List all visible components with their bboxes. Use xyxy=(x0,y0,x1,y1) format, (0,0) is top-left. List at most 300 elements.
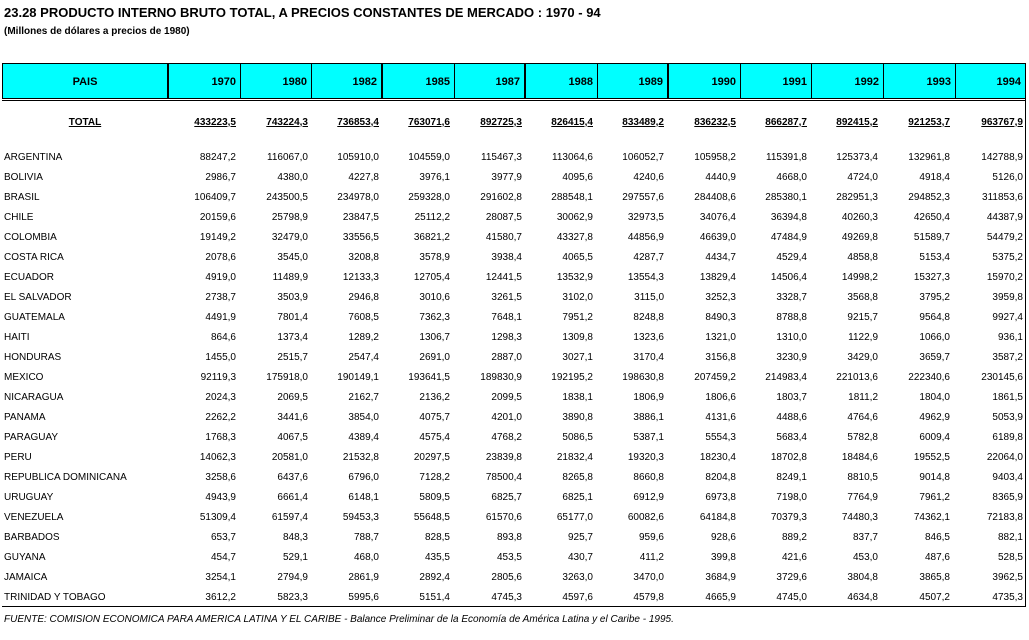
value-cell: 9927,4 xyxy=(992,312,1023,323)
value-cell: 3659,7 xyxy=(919,352,950,363)
table-row xyxy=(0,188,1029,208)
value-cell: 2691,0 xyxy=(419,352,450,363)
value-cell: 4919,0 xyxy=(205,272,236,283)
value-cell: 3230,9 xyxy=(776,352,807,363)
value-cell: 8249,1 xyxy=(776,472,807,483)
country-name: PERU xyxy=(4,452,32,463)
country-name: HONDURAS xyxy=(4,352,62,363)
country-name: COLOMBIA xyxy=(4,232,57,243)
value-cell: 828,5 xyxy=(424,532,450,543)
value-cell: 866287,7 xyxy=(765,117,807,128)
value-cell: 743224,3 xyxy=(266,117,308,128)
value-cell: 193641,5 xyxy=(408,372,450,383)
value-cell: 468,0 xyxy=(353,552,379,563)
value-cell: 115391,8 xyxy=(766,152,807,163)
value-cell: 291602,8 xyxy=(480,192,522,203)
table-row xyxy=(0,328,1029,348)
header-year-1980: 1980 xyxy=(241,64,312,98)
table-row xyxy=(0,588,1029,608)
value-cell: 20159,6 xyxy=(199,212,236,223)
value-cell: 8490,3 xyxy=(705,312,736,323)
country-name: NICARAGUA xyxy=(4,392,64,403)
value-cell: 836232,5 xyxy=(694,117,736,128)
value-cell: 892725,3 xyxy=(480,117,522,128)
value-cell: 4634,8 xyxy=(847,592,878,603)
value-cell: 1806,9 xyxy=(633,392,664,403)
value-cell: 5995,6 xyxy=(348,592,379,603)
value-cell: 4389,4 xyxy=(348,432,379,443)
table-row xyxy=(0,488,1029,508)
table-header xyxy=(2,63,1026,99)
value-cell: 1289,2 xyxy=(348,332,379,343)
value-cell: 1804,0 xyxy=(919,392,950,403)
value-cell: 4287,7 xyxy=(633,252,664,263)
value-cell: 61597,4 xyxy=(271,512,308,523)
value-cell: 5153,4 xyxy=(919,252,950,263)
value-cell: 25112,2 xyxy=(414,212,450,223)
value-cell: 1373,4 xyxy=(277,332,308,343)
value-cell: 4575,4 xyxy=(419,432,450,443)
value-cell: 837,7 xyxy=(852,532,878,543)
value-cell: 2738,7 xyxy=(205,292,236,303)
header-year-1990: 1990 xyxy=(669,64,741,98)
value-cell: 7608,5 xyxy=(348,312,379,323)
value-cell: 4131,6 xyxy=(705,412,736,423)
value-cell: 297557,6 xyxy=(622,192,664,203)
value-cell: 230145,6 xyxy=(981,372,1023,383)
header-pais: PAIS xyxy=(3,64,169,98)
country-name: TRINIDAD Y TOBAGO xyxy=(4,592,106,603)
value-cell: 2887,0 xyxy=(491,352,522,363)
value-cell: 963767,9 xyxy=(981,117,1023,128)
value-cell: 192195,2 xyxy=(551,372,593,383)
value-cell: 4745,3 xyxy=(491,592,522,603)
value-cell: 34076,4 xyxy=(699,212,736,223)
value-cell: 19552,5 xyxy=(913,452,950,463)
table-row xyxy=(0,428,1029,448)
value-cell: 3976,1 xyxy=(419,172,450,183)
value-cell: 889,2 xyxy=(781,532,807,543)
value-cell: 3254,1 xyxy=(205,572,236,583)
value-cell: 105910,0 xyxy=(337,152,379,163)
value-cell: 51309,4 xyxy=(199,512,236,523)
value-cell: 6009,4 xyxy=(919,432,950,443)
value-cell: 14998,2 xyxy=(841,272,878,283)
country-name: CHILE xyxy=(4,212,34,223)
source-footnote: FUENTE: COMISION ECONOMICA PARA AMERICA LATINA Y EL CARIBE - Balance Preliminar de la Economía de América Latina y el Caribe - 1995. xyxy=(4,614,674,625)
value-cell: 20581,0 xyxy=(271,452,308,463)
value-cell: 70379,3 xyxy=(770,512,807,523)
value-cell: 234978,0 xyxy=(337,192,379,203)
value-cell: 49269,8 xyxy=(841,232,878,243)
value-cell: 88247,2 xyxy=(199,152,236,163)
value-cell: 833489,2 xyxy=(622,117,664,128)
value-cell: 4597,6 xyxy=(562,592,593,603)
value-cell: 243500,5 xyxy=(266,192,308,203)
value-cell: 7801,4 xyxy=(277,312,308,323)
value-cell: 33556,5 xyxy=(342,232,379,243)
value-cell: 47484,9 xyxy=(770,232,807,243)
value-cell: 864,6 xyxy=(210,332,236,343)
value-cell: 892415,2 xyxy=(836,117,878,128)
value-cell: 6825,1 xyxy=(562,492,593,503)
value-cell: 2515,7 xyxy=(277,352,308,363)
value-cell: 846,5 xyxy=(924,532,950,543)
value-cell: 2078,6 xyxy=(205,252,236,263)
value-cell: 285380,1 xyxy=(765,192,807,203)
value-cell: 4240,6 xyxy=(633,172,664,183)
value-cell: 6148,1 xyxy=(348,492,379,503)
value-cell: 4507,2 xyxy=(919,592,950,603)
value-cell: 207459,2 xyxy=(694,372,736,383)
value-cell: 259328,0 xyxy=(408,192,450,203)
value-cell: 23847,5 xyxy=(342,212,379,223)
value-cell: 6825,7 xyxy=(491,492,522,503)
value-cell: 4668,0 xyxy=(776,172,807,183)
value-cell: 54479,2 xyxy=(986,232,1023,243)
value-cell: 1768,3 xyxy=(205,432,236,443)
value-cell: 4579,8 xyxy=(633,592,664,603)
value-cell: 1861,5 xyxy=(992,392,1023,403)
value-cell: 2794,9 xyxy=(277,572,308,583)
value-cell: 19320,3 xyxy=(627,452,664,463)
value-cell: 2099,5 xyxy=(491,392,522,403)
total-row xyxy=(0,113,1029,133)
header-year-1987: 1987 xyxy=(455,64,526,98)
value-cell: 4745,0 xyxy=(776,592,807,603)
table-row xyxy=(0,388,1029,408)
value-cell: 3208,8 xyxy=(348,252,379,263)
value-cell: 2547,4 xyxy=(348,352,379,363)
table-row xyxy=(0,288,1029,308)
value-cell: 44387,9 xyxy=(986,212,1023,223)
value-cell: 421,6 xyxy=(781,552,807,563)
value-cell: 8265,8 xyxy=(562,472,593,483)
value-cell: 2946,8 xyxy=(348,292,379,303)
value-cell: 214983,4 xyxy=(765,372,807,383)
country-name: VENEZUELA xyxy=(4,512,64,523)
value-cell: 3261,5 xyxy=(491,292,522,303)
value-cell: 4491,9 xyxy=(205,312,236,323)
value-cell: 32973,5 xyxy=(627,212,664,223)
value-cell: 115467,3 xyxy=(481,152,522,163)
value-cell: 453,0 xyxy=(852,552,878,563)
value-cell: 3962,5 xyxy=(992,572,1023,583)
table-row xyxy=(0,248,1029,268)
value-cell: 5086,5 xyxy=(562,432,593,443)
value-cell: 435,5 xyxy=(424,552,450,563)
value-cell: 6661,4 xyxy=(277,492,308,503)
value-cell: 4943,9 xyxy=(205,492,236,503)
value-cell: 4065,5 xyxy=(562,252,593,263)
value-cell: 1803,7 xyxy=(776,392,807,403)
value-cell: 2024,3 xyxy=(205,392,236,403)
value-cell: 5151,4 xyxy=(419,592,450,603)
value-cell: 42650,4 xyxy=(913,212,950,223)
value-cell: 3156,8 xyxy=(705,352,736,363)
value-cell: 105958,2 xyxy=(694,152,736,163)
value-cell: 106409,7 xyxy=(194,192,236,203)
value-cell: 936,1 xyxy=(997,332,1023,343)
value-cell: 487,6 xyxy=(924,552,950,563)
value-cell: 3795,2 xyxy=(919,292,950,303)
value-cell: 5053,9 xyxy=(992,412,1023,423)
value-cell: 3959,8 xyxy=(992,292,1023,303)
value-cell: 529,1 xyxy=(282,552,308,563)
country-name: EL SALVADOR xyxy=(4,292,72,303)
value-cell: 4724,0 xyxy=(847,172,878,183)
value-cell: 959,6 xyxy=(638,532,664,543)
page-subtitle: (Millones de dólares a precios de 1980) xyxy=(4,26,190,37)
value-cell: 15970,2 xyxy=(986,272,1023,283)
value-cell: 848,3 xyxy=(282,532,308,543)
value-cell: 9215,7 xyxy=(847,312,878,323)
country-name: PARAGUAY xyxy=(4,432,59,443)
value-cell: 113064,6 xyxy=(552,152,593,163)
value-cell: 15327,3 xyxy=(913,272,950,283)
value-cell: 4962,9 xyxy=(919,412,950,423)
value-cell: 653,7 xyxy=(210,532,236,543)
value-cell: 3441,6 xyxy=(277,412,308,423)
value-cell: 1310,0 xyxy=(776,332,807,343)
value-cell: 3568,8 xyxy=(847,292,878,303)
value-cell: 22064,0 xyxy=(986,452,1023,463)
value-cell: 433223,5 xyxy=(194,117,236,128)
header-year-1991: 1991 xyxy=(741,64,812,98)
value-cell: 3027,1 xyxy=(562,352,593,363)
value-cell: 2805,6 xyxy=(491,572,522,583)
value-cell: 3684,9 xyxy=(705,572,736,583)
value-cell: 399,8 xyxy=(710,552,736,563)
value-cell: 4227,8 xyxy=(348,172,379,183)
value-cell: 2136,2 xyxy=(419,392,450,403)
value-cell: 7128,2 xyxy=(419,472,450,483)
table-row xyxy=(0,348,1029,368)
value-cell: 18230,4 xyxy=(699,452,736,463)
header-year-1985: 1985 xyxy=(383,64,455,98)
value-cell: 222340,6 xyxy=(908,372,950,383)
value-cell: 430,7 xyxy=(567,552,593,563)
value-cell: 4095,6 xyxy=(562,172,593,183)
value-cell: 106052,7 xyxy=(622,152,664,163)
value-cell: 72183,8 xyxy=(986,512,1023,523)
value-cell: 36394,8 xyxy=(770,212,807,223)
value-cell: 311853,6 xyxy=(982,192,1023,203)
value-cell: 284408,6 xyxy=(694,192,736,203)
value-cell: 9564,8 xyxy=(919,312,950,323)
value-cell: 132961,8 xyxy=(908,152,950,163)
value-cell: 8365,9 xyxy=(992,492,1023,503)
value-cell: 5683,4 xyxy=(776,432,807,443)
table-row xyxy=(0,148,1029,168)
value-cell: 528,5 xyxy=(997,552,1023,563)
value-cell: 28087,5 xyxy=(485,212,522,223)
table-row xyxy=(0,448,1029,468)
value-cell: 882,1 xyxy=(997,532,1023,543)
value-cell: 4201,0 xyxy=(491,412,522,423)
header-year-1970: 1970 xyxy=(169,64,241,98)
country-name: PANAMA xyxy=(4,412,46,423)
value-cell: 4440,9 xyxy=(705,172,736,183)
value-cell: 7198,0 xyxy=(776,492,807,503)
value-cell: 411,2 xyxy=(639,552,664,563)
value-cell: 23839,8 xyxy=(485,452,522,463)
value-cell: 3170,4 xyxy=(633,352,664,363)
value-cell: 4858,8 xyxy=(847,252,878,263)
value-cell: 5375,2 xyxy=(992,252,1023,263)
value-cell: 2986,7 xyxy=(205,172,236,183)
value-cell: 1122,9 xyxy=(848,332,878,343)
value-cell: 1838,1 xyxy=(562,392,593,403)
value-cell: 9403,4 xyxy=(992,472,1023,483)
value-cell: 4380,0 xyxy=(277,172,308,183)
value-cell: 1811,2 xyxy=(848,392,878,403)
value-cell: 3545,0 xyxy=(277,252,308,263)
value-cell: 1323,6 xyxy=(633,332,664,343)
value-cell: 3612,2 xyxy=(205,592,236,603)
value-cell: 3977,9 xyxy=(491,172,522,183)
country-name: URUGUAY xyxy=(4,492,54,503)
value-cell: 2262,2 xyxy=(205,412,236,423)
value-cell: 13554,3 xyxy=(627,272,664,283)
value-cell: 14506,4 xyxy=(770,272,807,283)
value-cell: 4768,2 xyxy=(491,432,522,443)
value-cell: 3938,4 xyxy=(491,252,522,263)
table-row xyxy=(0,408,1029,428)
value-cell: 12133,3 xyxy=(342,272,379,283)
table-row xyxy=(0,548,1029,568)
value-cell: 5809,5 xyxy=(419,492,450,503)
value-cell: 3328,7 xyxy=(776,292,807,303)
value-cell: 4918,4 xyxy=(919,172,950,183)
header-year-1988: 1988 xyxy=(526,64,598,98)
value-cell: 3263,0 xyxy=(562,572,593,583)
country-name: ARGENTINA xyxy=(4,152,63,163)
table-row xyxy=(0,268,1029,288)
country-name: MEXICO xyxy=(4,372,44,383)
value-cell: 4529,4 xyxy=(776,252,807,263)
value-cell: 7961,2 xyxy=(919,492,950,503)
value-cell: 3854,0 xyxy=(348,412,379,423)
value-cell: 19149,2 xyxy=(199,232,236,243)
value-cell: 6437,6 xyxy=(277,472,308,483)
value-cell: 4735,3 xyxy=(992,592,1023,603)
country-name: TOTAL xyxy=(68,117,102,128)
header-year-1992: 1992 xyxy=(812,64,884,98)
value-cell: 3470,0 xyxy=(633,572,664,583)
value-cell: 3252,3 xyxy=(705,292,736,303)
value-cell: 55648,5 xyxy=(413,512,450,523)
value-cell: 453,5 xyxy=(496,552,522,563)
value-cell: 21532,8 xyxy=(342,452,379,463)
value-cell: 13829,4 xyxy=(699,272,736,283)
value-cell: 46639,0 xyxy=(699,232,736,243)
value-cell: 11489,9 xyxy=(272,272,308,283)
header-year-1994: 1994 xyxy=(996,76,1021,88)
table-row xyxy=(0,568,1029,588)
header-year-1982: 1982 xyxy=(312,64,383,98)
value-cell: 142788,9 xyxy=(981,152,1023,163)
value-cell: 4434,7 xyxy=(705,252,736,263)
value-cell: 454,7 xyxy=(210,552,236,563)
value-cell: 4488,6 xyxy=(776,412,807,423)
value-cell: 288548,1 xyxy=(551,192,593,203)
value-cell: 893,8 xyxy=(496,532,522,543)
value-cell: 3587,2 xyxy=(992,352,1023,363)
value-cell: 294852,3 xyxy=(908,192,950,203)
value-cell: 9014,8 xyxy=(919,472,950,483)
value-cell: 221013,6 xyxy=(836,372,878,383)
value-cell: 6189,8 xyxy=(992,432,1023,443)
value-cell: 60082,6 xyxy=(627,512,664,523)
value-cell: 41580,7 xyxy=(485,232,522,243)
value-cell: 1321,0 xyxy=(705,332,736,343)
value-cell: 190149,1 xyxy=(337,372,379,383)
value-cell: 8204,8 xyxy=(705,472,736,483)
value-cell: 763071,6 xyxy=(408,117,450,128)
value-cell: 2892,4 xyxy=(419,572,450,583)
country-name: ECUADOR xyxy=(4,272,55,283)
value-cell: 14062,3 xyxy=(199,452,236,463)
value-cell: 5126,0 xyxy=(992,172,1023,183)
value-cell: 2861,9 xyxy=(348,572,379,583)
value-cell: 1455,0 xyxy=(205,352,236,363)
value-cell: 8810,5 xyxy=(847,472,878,483)
table-row xyxy=(0,168,1029,188)
value-cell: 65177,0 xyxy=(556,512,593,523)
value-cell: 3578,9 xyxy=(419,252,450,263)
table-row xyxy=(0,308,1029,328)
value-cell: 5782,8 xyxy=(847,432,878,443)
country-name: JAMAICA xyxy=(4,572,48,583)
value-cell: 18484,6 xyxy=(841,452,878,463)
value-cell: 3503,9 xyxy=(277,292,308,303)
country-name: BARBADOS xyxy=(4,532,60,543)
value-cell: 5554,3 xyxy=(705,432,736,443)
value-cell: 1306,7 xyxy=(419,332,450,343)
value-cell: 13532,9 xyxy=(556,272,593,283)
value-cell: 826415,4 xyxy=(551,117,593,128)
value-cell: 1309,8 xyxy=(562,332,593,343)
value-cell: 3102,0 xyxy=(562,292,593,303)
value-cell: 5823,3 xyxy=(277,592,308,603)
value-cell: 6912,9 xyxy=(633,492,664,503)
value-cell: 20297,5 xyxy=(413,452,450,463)
value-cell: 12441,5 xyxy=(485,272,522,283)
value-cell: 125373,4 xyxy=(836,152,878,163)
value-cell: 6796,0 xyxy=(348,472,379,483)
value-cell: 104559,0 xyxy=(408,152,450,163)
country-name: HAITI xyxy=(4,332,30,343)
value-cell: 4067,5 xyxy=(277,432,308,443)
value-cell: 1298,3 xyxy=(491,332,522,343)
value-cell: 928,6 xyxy=(710,532,736,543)
value-cell: 3890,8 xyxy=(562,412,593,423)
value-cell: 40260,3 xyxy=(841,212,878,223)
value-cell: 18702,8 xyxy=(770,452,807,463)
value-cell: 32479,0 xyxy=(271,232,308,243)
value-cell: 92119,3 xyxy=(200,372,236,383)
table-row xyxy=(0,208,1029,228)
value-cell: 8788,8 xyxy=(776,312,807,323)
value-cell: 51589,7 xyxy=(913,232,950,243)
table-row xyxy=(0,228,1029,248)
country-name: COSTA RICA xyxy=(4,252,64,263)
value-cell: 1806,6 xyxy=(705,392,736,403)
value-cell: 3886,1 xyxy=(633,412,664,423)
value-cell: 12705,4 xyxy=(413,272,450,283)
value-cell: 921253,7 xyxy=(908,117,950,128)
